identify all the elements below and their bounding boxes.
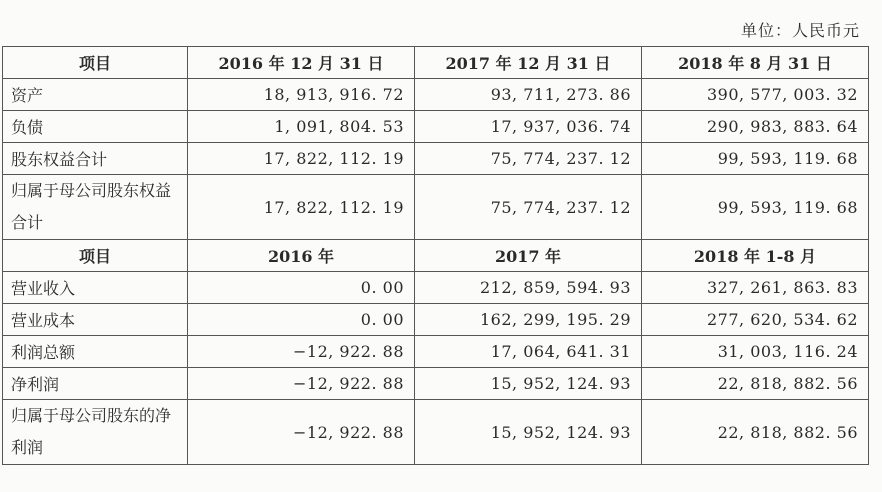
row-label: 归属于母公司股东的净利润 [3, 400, 188, 465]
cell-2018: 22, 818, 882. 56 [642, 400, 869, 465]
cell-2016: 17, 822, 112. 19 [188, 143, 415, 175]
table-row [3, 400, 869, 465]
cell-2018: 99, 593, 119. 68 [642, 175, 869, 240]
balance-header-row [3, 47, 869, 79]
cell-2016: 17, 822, 112. 19 [188, 175, 415, 240]
header-2017: 2017 年 [415, 240, 642, 272]
cell-2016: −12, 922. 88 [188, 336, 415, 368]
financial-table [2, 46, 869, 465]
cell-2018: 290, 983, 883. 64 [642, 111, 869, 143]
unit-label: 单位：人民币元 [740, 21, 860, 40]
header-2016: 2016 年 12 月 31 日 [188, 47, 415, 79]
row-label: 净利润 [3, 368, 188, 400]
cell-2017: 75, 774, 237. 12 [415, 175, 642, 240]
row-label: 利润总额 [3, 336, 188, 368]
cell-2017: 15, 952, 124. 93 [415, 400, 642, 465]
cell-2016: 1, 091, 804. 53 [188, 111, 415, 143]
cell-2018: 31, 003, 116. 24 [642, 336, 869, 368]
row-label: 营业成本 [3, 304, 188, 336]
table-row [3, 304, 869, 336]
table-row [3, 368, 869, 400]
row-label: 资产 [3, 79, 188, 111]
table-row [3, 79, 869, 111]
cell-2016: −12, 922. 88 [188, 400, 415, 465]
cell-2018: 327, 261, 863. 83 [642, 272, 869, 304]
income-header-row [3, 240, 869, 272]
cell-2018: 277, 620, 534. 62 [642, 304, 869, 336]
cell-2017: 162, 299, 195. 29 [415, 304, 642, 336]
row-label: 归属于母公司股东权益合计 [3, 175, 188, 240]
row-label: 负债 [3, 111, 188, 143]
cell-2017: 17, 937, 036. 74 [415, 111, 642, 143]
cell-2017: 212, 859, 594. 93 [415, 272, 642, 304]
cell-2016: 0. 00 [188, 272, 415, 304]
cell-2016: −12, 922. 88 [188, 368, 415, 400]
table-row [3, 143, 869, 175]
cell-2016: 18, 913, 916. 72 [188, 79, 415, 111]
header-2018: 2018 年 8 月 31 日 [642, 47, 869, 79]
cell-2018: 22, 818, 882. 56 [642, 368, 869, 400]
cell-2017: 17, 064, 641. 31 [415, 336, 642, 368]
row-label: 股东权益合计 [3, 143, 188, 175]
cell-2016: 0. 00 [188, 304, 415, 336]
cell-2017: 75, 774, 237. 12 [415, 143, 642, 175]
table-row [3, 175, 869, 240]
header-2016: 2016 年 [188, 240, 415, 272]
header-2017: 2017 年 12 月 31 日 [415, 47, 642, 79]
row-label: 营业收入 [3, 272, 188, 304]
cell-2018: 390, 577, 003. 32 [642, 79, 869, 111]
header-2018: 2018 年 1-8 月 [642, 240, 869, 272]
table-row [3, 336, 869, 368]
table-row [3, 272, 869, 304]
header-item: 项目 [3, 240, 188, 272]
cell-2018: 99, 593, 119. 68 [642, 143, 869, 175]
cell-2017: 93, 711, 273. 86 [415, 79, 642, 111]
cell-2017: 15, 952, 124. 93 [415, 368, 642, 400]
table-row [3, 111, 869, 143]
header-item: 项目 [3, 47, 188, 79]
